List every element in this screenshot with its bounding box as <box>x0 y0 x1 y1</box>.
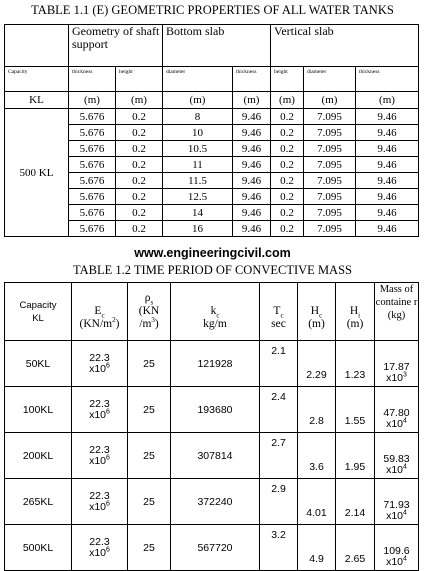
hi-cell: 1.95 <box>336 433 375 479</box>
mass-cell: 71.93 $x10^4$ <box>375 479 419 525</box>
unit-cell: (m) <box>163 92 233 109</box>
table-cell: 5.676 <box>69 157 116 173</box>
rho-cell: 25 <box>128 433 171 479</box>
sub-header: diameter <box>304 67 356 92</box>
table1-title: TABLE 1.1 (E) GEOMETRIC PROPERTIES OF ALL WATER TANKS <box>31 3 394 17</box>
table-cell: 10.5 <box>163 141 233 157</box>
sub-header: Capacity <box>5 67 69 92</box>
table-cell: 0.2 <box>116 157 163 173</box>
table-cell: 9.46 <box>356 157 419 173</box>
kc-cell: 307814 <box>171 433 260 479</box>
table-cell: 9.46 <box>356 141 419 157</box>
sub-header: diameter <box>163 67 233 92</box>
table-cell: 0.2 <box>116 173 163 189</box>
table-cell: 7.095 <box>304 173 356 189</box>
header-ec: $E_c$ $(KN/m^2)$ <box>72 283 128 341</box>
group-header-shaft: Geometry of shaft support <box>69 25 163 67</box>
unit-cell: (m) <box>356 92 419 109</box>
table-cell: 0.2 <box>271 221 304 237</box>
table-cell: 0.2 <box>116 221 163 237</box>
header-rho: $\rho_s$ (KN $/m^3$) <box>128 283 171 341</box>
kc-cell: 372240 <box>171 479 260 525</box>
table-cell: 7.095 <box>304 221 356 237</box>
table-cell: 7.095 <box>304 157 356 173</box>
table2-title: TABLE 1.2 TIME PERIOD OF CONVECTIVE MASS <box>73 263 352 277</box>
table-cell: 5.676 <box>69 141 116 157</box>
table-cell: 5.676 <box>69 173 116 189</box>
table-cell: 7.095 <box>304 189 356 205</box>
header-cell <box>5 25 69 67</box>
table-row <box>5 341 419 387</box>
table-cell: 9.46 <box>233 221 271 237</box>
units-row <box>5 92 419 109</box>
table-cell: 5.676 <box>69 205 116 221</box>
capacity-cell: 200KL <box>5 433 72 479</box>
table-row <box>5 109 419 125</box>
table-cell: 0.2 <box>271 125 304 141</box>
table-cell: 7.095 <box>304 109 356 125</box>
hc-cell: 2.29 <box>298 341 336 387</box>
table-cell: 9.46 <box>233 141 271 157</box>
sub-header: height <box>271 67 304 92</box>
table-cell: 9.46 <box>233 109 271 125</box>
hi-cell: 2.65 <box>336 525 375 571</box>
mass-cell: 109.6 $x10^4$ <box>375 525 419 571</box>
ec-cell: 22.3 $x10^6$ <box>72 387 128 433</box>
group-header-row <box>5 25 419 67</box>
hc-cell: 4.01 <box>298 479 336 525</box>
hc-cell: 3.6 <box>298 433 336 479</box>
kc-cell: 567720 <box>171 525 260 571</box>
header-row <box>5 283 419 341</box>
table-cell: 9.46 <box>356 205 419 221</box>
table-cell: 7.095 <box>304 141 356 157</box>
convective-mass-table <box>4 282 419 571</box>
table-cell: 9.46 <box>233 157 271 173</box>
table-cell: 5.676 <box>69 189 116 205</box>
tc-cell: 3.2 <box>260 525 298 571</box>
header-tc: $T_c$ sec <box>260 283 298 341</box>
unit-cell: KL <box>5 92 69 109</box>
header-capacity: Capacity KL <box>5 283 72 341</box>
table-cell: 0.2 <box>116 141 163 157</box>
table-cell: 9.46 <box>233 125 271 141</box>
table-row <box>5 387 419 433</box>
table-cell: 11.5 <box>163 173 233 189</box>
table-cell: 9.46 <box>356 189 419 205</box>
tc-cell: 2.9 <box>260 479 298 525</box>
table-cell: 0.2 <box>271 109 304 125</box>
mass-cell: 47.80 $x10^4$ <box>375 387 419 433</box>
tc-cell: 2.1 <box>260 341 298 387</box>
geometric-properties-table <box>4 24 419 237</box>
kc-cell: 121928 <box>171 341 260 387</box>
table-cell: 0.2 <box>271 189 304 205</box>
table-cell: 9.46 <box>233 205 271 221</box>
table-cell: 7.095 <box>304 205 356 221</box>
table-cell: 9.46 <box>356 221 419 237</box>
header-hc: $H_c$ (m) <box>298 283 336 341</box>
table-cell: 0.2 <box>271 173 304 189</box>
header-mass: Mass of containe r (kg) <box>375 283 419 341</box>
table-cell: 0.2 <box>271 157 304 173</box>
capacity-cell: 265KL <box>5 479 72 525</box>
table-cell: 0.2 <box>271 141 304 157</box>
sub-header: thickness <box>233 67 271 92</box>
table-cell: 9.46 <box>356 125 419 141</box>
ec-cell: 22.3 $x10^6$ <box>72 341 128 387</box>
header-hi: $H_i$ (m) <box>336 283 375 341</box>
header-kc: $k_c$ kg/m <box>171 283 260 341</box>
rho-cell: 25 <box>128 341 171 387</box>
capacity-cell: 500 KL <box>5 109 69 237</box>
table-cell: 8 <box>163 109 233 125</box>
kc-cell: 193680 <box>171 387 260 433</box>
table-cell: 14 <box>163 205 233 221</box>
table-cell: 9.46 <box>233 189 271 205</box>
group-header-bottom-slab: Bottom slab <box>163 25 271 67</box>
unit-cell: (m) <box>116 92 163 109</box>
capacity-cell: 100KL <box>5 387 72 433</box>
table-cell: 9.46 <box>356 109 419 125</box>
capacity-cell: 500KL <box>5 525 72 571</box>
table-row <box>5 433 419 479</box>
hi-cell: 1.55 <box>336 387 375 433</box>
table-cell: 11 <box>163 157 233 173</box>
table-cell: 12.5 <box>163 189 233 205</box>
table-cell: 0.2 <box>116 205 163 221</box>
rho-cell: 25 <box>128 479 171 525</box>
table-cell: 0.2 <box>116 189 163 205</box>
sub-header: thickness <box>356 67 419 92</box>
table-cell: 16 <box>163 221 233 237</box>
table-cell: 5.676 <box>69 109 116 125</box>
mass-cell: 17.87 $x10^3$ <box>375 341 419 387</box>
table-cell: 9.46 <box>233 173 271 189</box>
table-row <box>5 525 419 571</box>
sub-header-row <box>5 67 419 92</box>
rho-cell: 25 <box>128 525 171 571</box>
ec-cell: 22.3 $x10^6$ <box>72 479 128 525</box>
ec-cell: 22.3 $x10^6$ <box>72 525 128 571</box>
table-cell: 10 <box>163 125 233 141</box>
sub-header: thickness <box>69 67 116 92</box>
hc-cell: 2.8 <box>298 387 336 433</box>
table-cell: 7.095 <box>304 125 356 141</box>
tc-cell: 2.7 <box>260 433 298 479</box>
table-cell: 0.2 <box>116 125 163 141</box>
ec-cell: 22.3 $x10^6$ <box>72 433 128 479</box>
unit-cell: (m) <box>271 92 304 109</box>
group-header-vertical-slab: Vertical slab <box>271 25 419 67</box>
table-cell: 0.2 <box>116 109 163 125</box>
hc-cell: 4.9 <box>298 525 336 571</box>
table-cell: 0.2 <box>271 205 304 221</box>
unit-cell: (m) <box>69 92 116 109</box>
hi-cell: 1.23 <box>336 341 375 387</box>
capacity-cell: 50KL <box>5 341 72 387</box>
rho-cell: 25 <box>128 387 171 433</box>
table-row <box>5 479 419 525</box>
unit-cell: (m) <box>304 92 356 109</box>
table-cell: 9.46 <box>356 173 419 189</box>
table-cell: 5.676 <box>69 221 116 237</box>
website-url: www.engineeringcivil.com <box>134 246 291 260</box>
table-cell: 5.676 <box>69 125 116 141</box>
unit-cell: (m) <box>233 92 271 109</box>
tc-cell: 2.4 <box>260 387 298 433</box>
sub-header: height <box>116 67 163 92</box>
hi-cell: 2.14 <box>336 479 375 525</box>
mass-cell: 59.83 $x10^4$ <box>375 433 419 479</box>
